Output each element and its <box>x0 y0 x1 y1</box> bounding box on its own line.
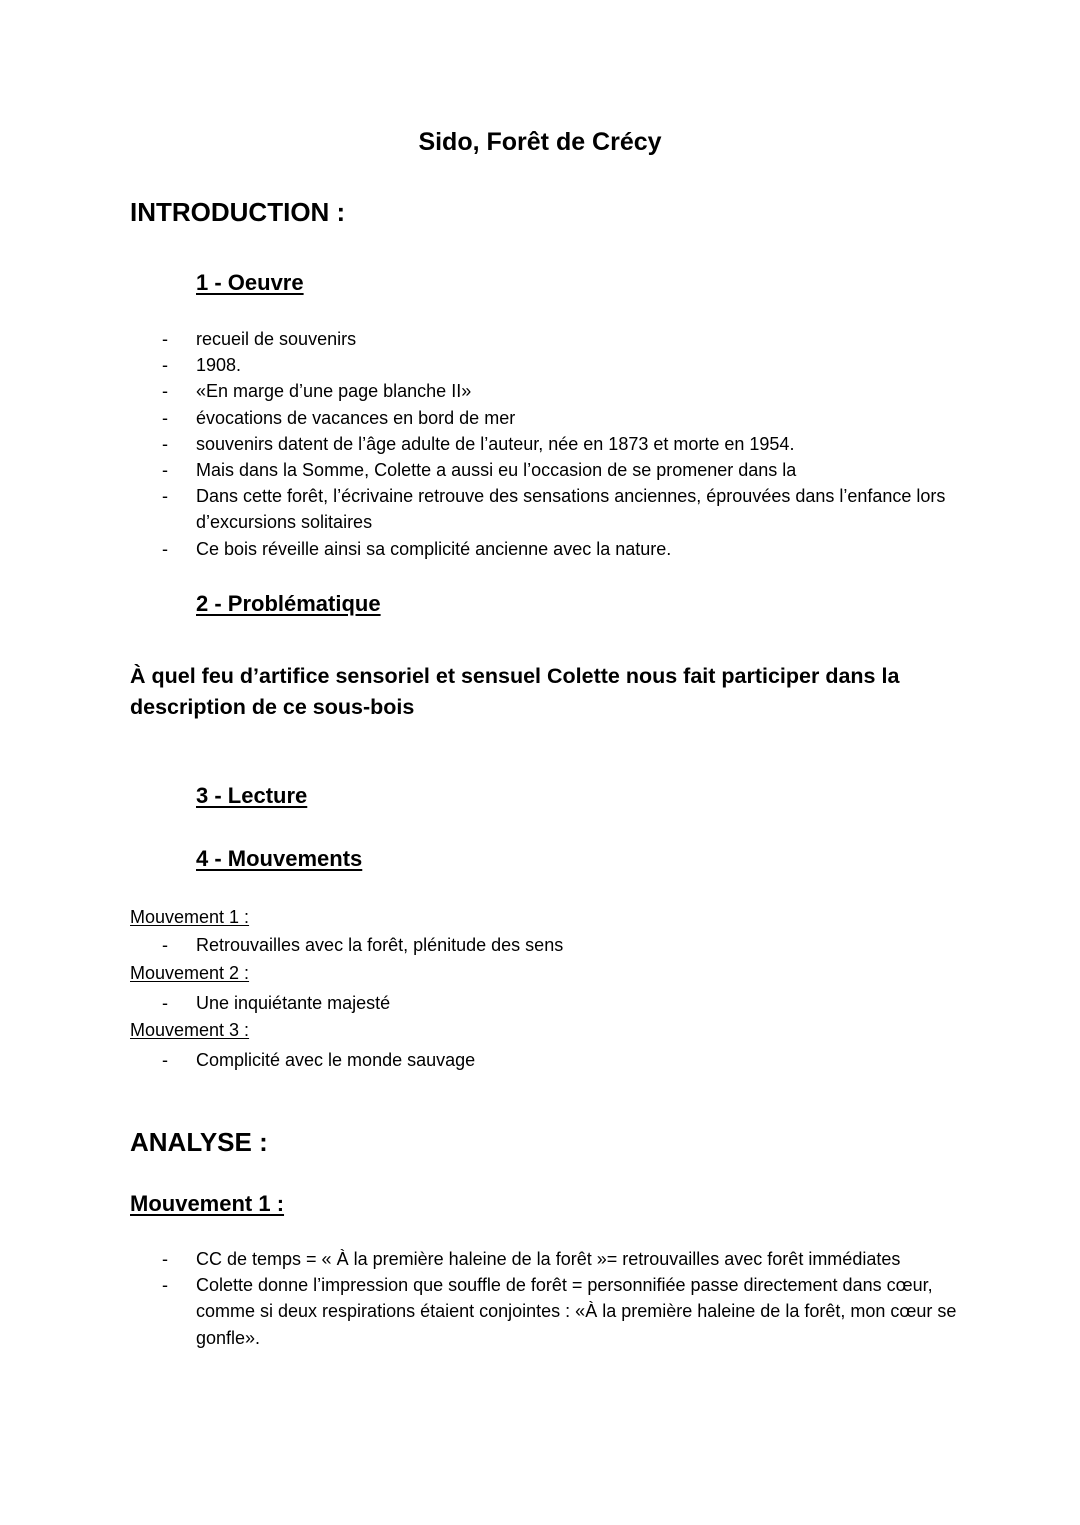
analyse-heading: ANALYSE : <box>130 1127 268 1157</box>
list-item: - Ce bois réveille ainsi sa complicité ancienne avec la nature. <box>130 536 960 562</box>
oeuvre-list <box>130 326 960 562</box>
lecture-heading: 3 - Lecture <box>196 783 308 808</box>
list-item: - Complicité avec le monde sauvage <box>130 1047 960 1073</box>
mouvement-1-label: Mouvement 1 : <box>130 907 250 927</box>
mouvement-3-label: Mouvement 3 : <box>130 1020 250 1040</box>
oeuvre-heading: 1 - Oeuvre <box>196 270 304 295</box>
mouvement-3-list <box>130 1047 960 1073</box>
list-item: - 1908. <box>130 352 960 378</box>
document-title: Sido, Forêt de Crécy <box>418 128 662 156</box>
analyse-mouvement-1-list <box>130 1246 960 1351</box>
list-item: - évocations de vacances en bord de mer <box>130 405 960 431</box>
list-item: - Une inquiétante majesté <box>130 990 960 1016</box>
introduction-heading: INTRODUCTION : <box>130 197 346 227</box>
list-item: - Dans cette forêt, l’écrivaine retrouve des sensations anciennes, éprouvées dans l’enfance lors d’excursions solitaires <box>130 483 960 535</box>
list-item: - Retrouvailles avec la forêt, plénitude des sens <box>130 932 960 958</box>
list-item: - recueil de souvenirs <box>130 326 960 352</box>
problematique-heading: 2 - Problématique <box>196 591 381 616</box>
mouvement-1-list <box>130 932 960 958</box>
list-item: - CC de temps = « À la première haleine de la forêt »= retrouvailles avec forêt immédiates <box>130 1246 960 1272</box>
list-item: - «En marge d’une page blanche II» <box>130 378 960 404</box>
mouvement-2-label: Mouvement 2 : <box>130 963 250 983</box>
problematique-question: À quel feu d’artifice sensoriel et sensuel Colette nous fait participer dans la description de ce sous-bois <box>130 664 900 719</box>
list-item: - Mais dans la Somme, Colette a aussi eu l’occasion de se promener dans la <box>130 457 960 483</box>
list-item: - Colette donne l’impression que souffle de forêt = personnifiée passe directement dans cœur, comme si deux respirations étaient conjointes : «À la première haleine de la forêt, mon cœur se gonfle». <box>130 1272 960 1351</box>
mouvement-2-list <box>130 990 960 1016</box>
analyse-mouvement-1-heading: Mouvement 1 : <box>130 1191 285 1216</box>
list-item: - souvenirs datent de l’âge adulte de l’auteur, née en 1873 et morte en 1954. <box>130 431 960 457</box>
mouvements-heading: 4 - Mouvements <box>196 846 363 871</box>
